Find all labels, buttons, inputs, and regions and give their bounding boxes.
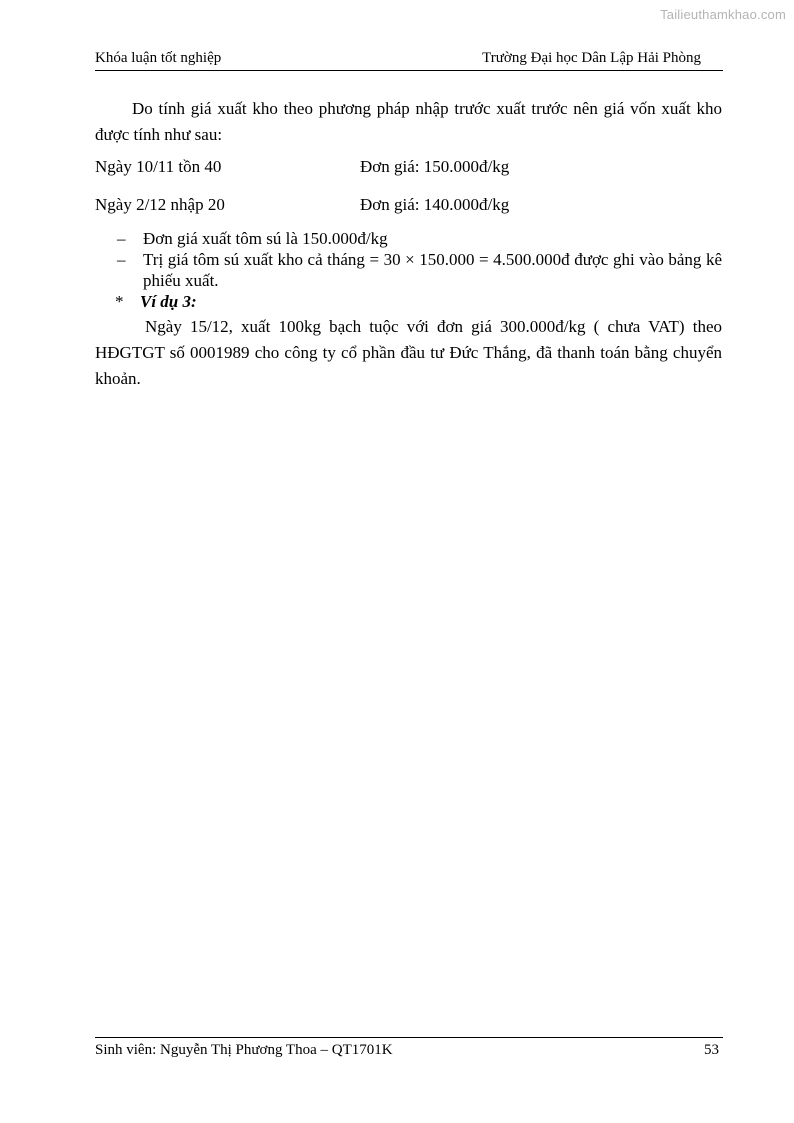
intro-paragraph: Do tính giá xuất kho theo phương pháp nhập trước xuất trước nên giá vốn xuất kho được tính như sau: <box>95 99 722 144</box>
page-header <box>95 50 723 71</box>
dash-bullet-icon: – <box>117 229 126 248</box>
header-right-title: Trường Đại học Dân Lập Hải Phòng <box>482 50 701 66</box>
page-footer <box>95 1037 723 1062</box>
bullet-list <box>95 228 722 291</box>
inventory-row <box>95 192 722 212</box>
example-paragraph: Ngày 15/12, xuất 100kg bạch tuộc với đơn giá 300.000đ/kg ( chưa VAT) theo HĐGTGT số 0001989 cho công ty cổ phần đầu tư Đức Thắng, đã thanh toán bằng chuyển khoản. <box>95 317 722 388</box>
bullet-item <box>95 228 722 249</box>
inventory-row-date: Ngày 2/12 nhập 20 <box>95 195 225 214</box>
inventory-row-date: Ngày 10/11 tồn 40 <box>95 157 222 176</box>
footer-author: Sinh viên: Nguyễn Thị Phương Thoa – QT1701K <box>95 1042 393 1058</box>
inventory-row-price: Đơn giá: 140.000đ/kg <box>360 195 510 214</box>
inventory-row <box>95 154 722 174</box>
asterisk-icon: * <box>115 292 124 311</box>
page-content <box>95 96 722 392</box>
inventory-row-price: Đơn giá: 150.000đ/kg <box>360 157 510 176</box>
watermark-text: Tailieuthamkhao.com <box>660 7 786 22</box>
bullet-text: Đơn giá xuất tôm sú là 150.000đ/kg <box>143 229 388 248</box>
example-label: Ví dụ 3: <box>140 292 197 311</box>
bullet-text: Trị giá tôm sú xuất kho cả tháng = 30 × 150.000 = 4.500.000đ được ghi vào bảng kê phiếu xuất. <box>143 250 722 290</box>
bullet-item <box>95 249 722 291</box>
page-number: 53 <box>704 1042 719 1058</box>
dash-bullet-icon: – <box>117 250 126 269</box>
example-heading <box>95 291 722 312</box>
header-left-title: Khóa luận tốt nghiệp <box>95 50 222 66</box>
